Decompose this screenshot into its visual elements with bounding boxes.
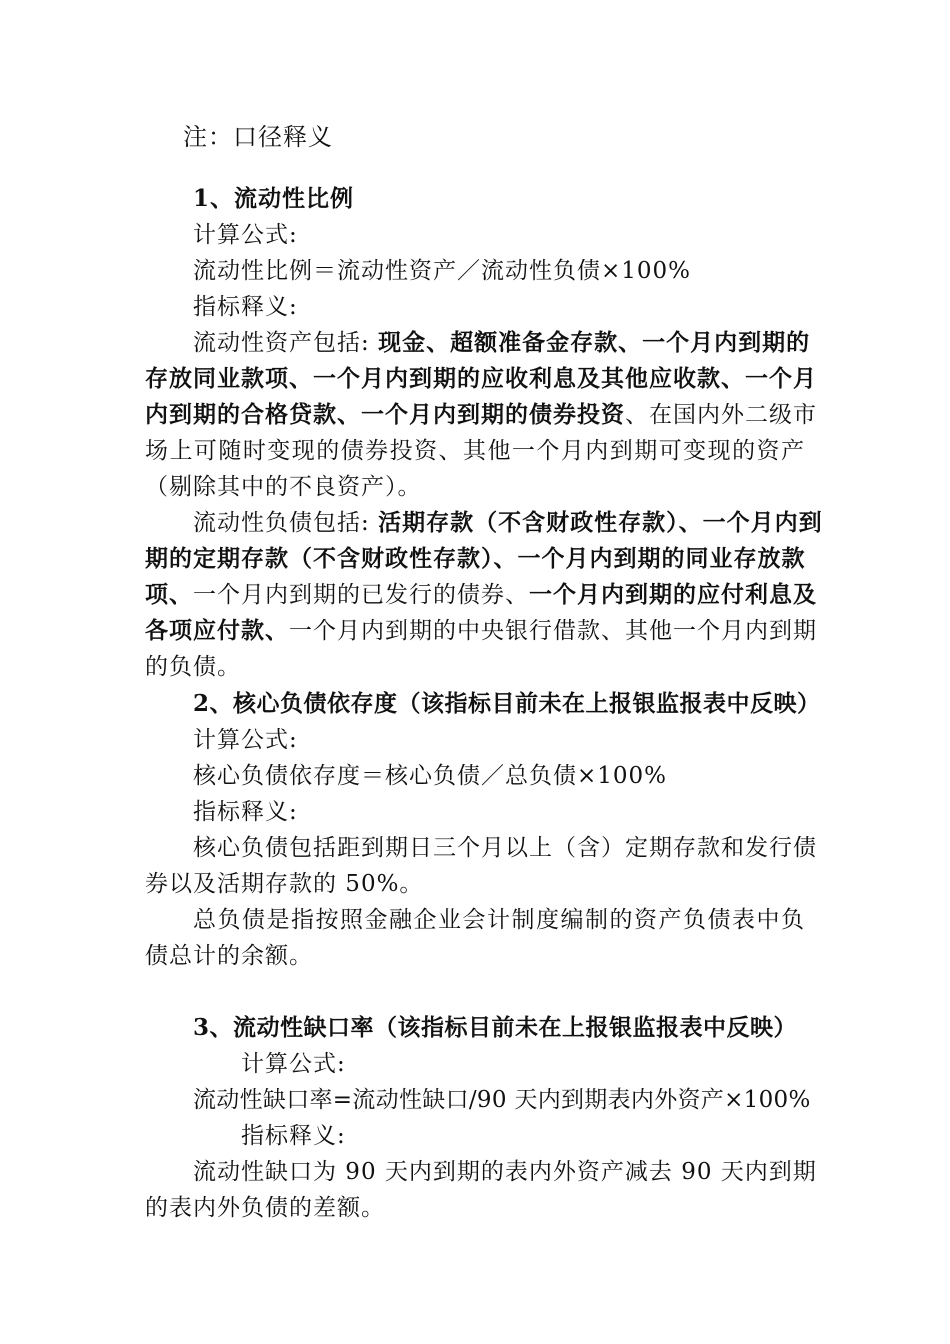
section-1-formula-label: 计算公式: [193, 222, 298, 248]
note-title: 注：口径释义 [183, 123, 333, 151]
liabilities-line-5: 的负债。 [145, 654, 241, 680]
core-liabilities-line-1: 核心负债包括距到期日三个月以上（含）定期存款和发行债 [193, 835, 817, 861]
core-liabilities-line-2: 券以及活期存款的 50%。 [145, 871, 424, 897]
assets-intro: 流动性资产包括: [193, 330, 379, 356]
section-2-formula: 核心负债依存度＝核心负债／总负债×100% [193, 763, 668, 789]
liabilities-plain-text: 一个月内到期的已发行的债券、 [193, 582, 529, 608]
liabilities-line-3 [145, 577, 817, 613]
gap-line-1: 流动性缺口为 90 天内到期的表内外资产减去 90 天内到期 [193, 1159, 817, 1185]
section-1-definition-label: 指标释义: [193, 294, 298, 320]
section-3-heading: 3、流动性缺口率（该指标目前未在上报银监报表中反映） [193, 1014, 798, 1041]
assets-bold-text: 内到期的合格贷款、一个月内到期的债券投资 [145, 401, 625, 428]
liabilities-intro: 流动性负债包括: [193, 510, 379, 536]
liabilities-bold-text: 一个月内到期的应付利息及 [529, 581, 817, 608]
gap-line-2: 的表内外负债的差额。 [145, 1195, 385, 1221]
section-3-formula-label: 计算公式: [241, 1051, 346, 1077]
section-1-heading: 1、流动性比例 [193, 185, 355, 212]
liabilities-plain-text: 一个月内到期的中央银行借款、其他一个月内到期 [289, 618, 817, 644]
section-3-definition-label: 指标释义: [241, 1123, 346, 1149]
section-2-formula-label: 计算公式: [193, 727, 298, 753]
assets-line-4: 场上可随时变现的债券投资、其他一个月内到期可变现的资产 [145, 438, 805, 464]
total-liabilities-line-2: 债总计的余额。 [145, 943, 313, 969]
section-1-formula: 流动性比例＝流动性资产／流动性负债×100% [193, 258, 692, 284]
assets-line-3 [145, 397, 817, 433]
liabilities-line-2: 期的定期存款（不含财政性存款）、一个月内到期的同业存放款 [145, 545, 806, 572]
assets-plain-text: 、在国内外二级市 [625, 402, 817, 428]
liabilities-line-1 [193, 505, 823, 541]
liabilities-bold-text: 各项应付款、 [145, 617, 289, 644]
assets-line-5: （剔除其中的不良资产）。 [145, 474, 422, 500]
liabilities-line-4 [145, 613, 817, 649]
liabilities-bold-text: 项、 [145, 581, 193, 608]
section-2-heading: 2、核心负债依存度（该指标目前未在上报银监报表中反映） [193, 690, 821, 717]
section-3-formula: 流动性缺口率=流动性缺口/90 天内到期表内外资产×100% [193, 1087, 811, 1113]
liabilities-bold-text: 活期存款（不含财政性存款）、一个月内到 [378, 509, 823, 536]
total-liabilities-line-1: 总负债是指按照金融企业会计制度编制的资产负债表中负 [193, 907, 805, 933]
assets-line-2: 存放同业款项、一个月内到期的应收利息及其他应收款、一个月 [145, 365, 817, 392]
section-2-definition-label: 指标释义: [193, 799, 298, 825]
assets-bold-text: 现金、超额准备金存款、一个月内到期的 [378, 329, 811, 356]
assets-line-1 [193, 325, 811, 361]
